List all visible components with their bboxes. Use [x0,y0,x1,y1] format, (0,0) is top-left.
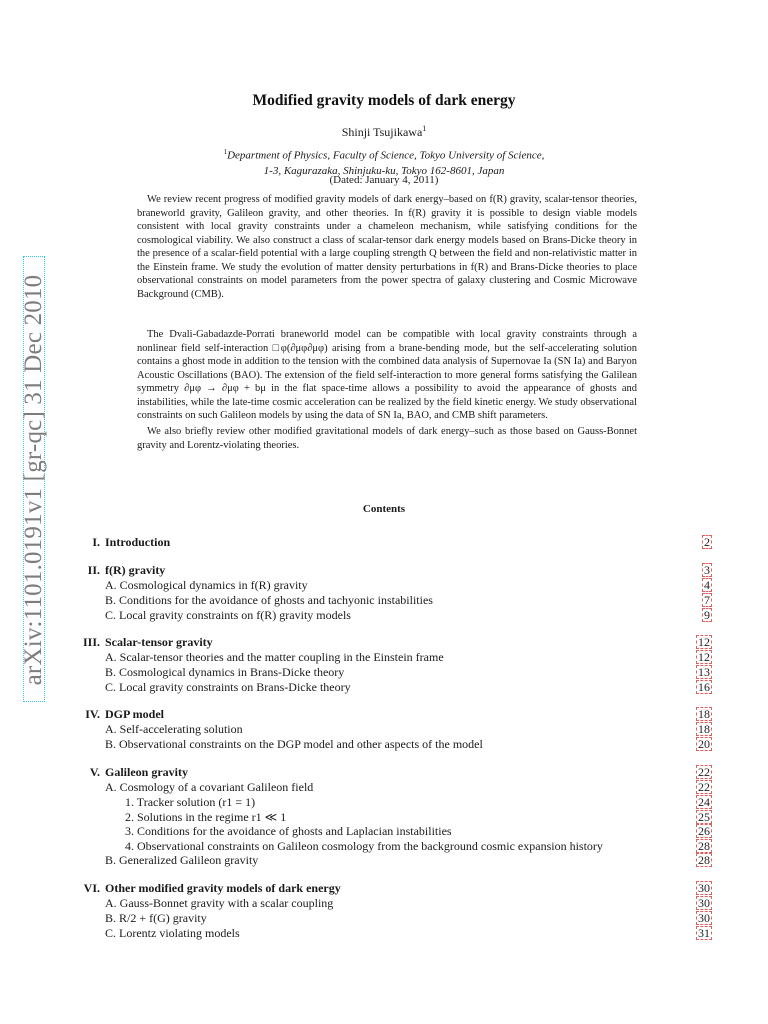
toc-subsection[interactable] [0,680,768,695]
toc-section-number: II. [87,563,100,577]
toc-page-link[interactable]: 22 [698,765,710,779]
toc-subsubsection-title: 4. Observational constraints on Galileon cosmology from the background cosmic expansion history [125,839,603,853]
toc-page-link[interactable]: 2 [704,535,710,549]
toc-subsection[interactable] [0,608,768,623]
toc-page-link[interactable]: 25 [698,810,710,824]
toc-subsubsection-title: 1. Tracker solution (r1 = 1) [125,795,256,809]
toc-section-title: DGP model [105,707,164,721]
toc-page-link[interactable]: 18 [698,707,710,721]
toc-page-link[interactable]: 18 [698,722,710,736]
toc-section-title: Other modified gravity models of dark energy [105,881,341,895]
toc-subsection-title: A. Cosmological dynamics in f(R) gravity [105,578,308,592]
toc-subsubsection[interactable] [0,839,768,854]
toc-section-introduction[interactable] [0,535,768,550]
toc-page-link[interactable]: 28 [698,853,710,867]
toc-page-link[interactable]: 4 [704,578,710,592]
toc-section-title: f(R) gravity [105,563,166,577]
toc-page-link[interactable]: 30 [698,911,710,925]
toc-page-link[interactable]: 9 [704,608,710,622]
toc-section-dgp[interactable] [0,707,768,722]
toc-subsection-title: C. Lorentz violating models [105,926,240,940]
toc-subsection[interactable] [0,911,768,926]
toc-subsection[interactable] [0,737,768,752]
toc-subsection[interactable] [0,780,768,795]
toc-section-other-models[interactable] [0,881,768,896]
toc-section-number: III. [82,635,100,649]
toc-subsection-title: A. Scalar-tensor theories and the matter coupling in the Einstein frame [105,650,444,664]
abstract-paragraph-3: We also briefly review other modified gravitational models of dark energy–such as those based on Gauss-Bonnet gravity and Lorentz-violating theories. [137,426,637,451]
toc-subsection-title: A. Cosmology of a covariant Galileon field [105,780,314,794]
toc-subsection-title: B. Observational constraints on the DGP model and other aspects of the model [105,737,483,751]
arxiv-stamp[interactable]: arXiv:1101.0191v1 [gr-qc] 31 Dec 2010 [20,274,47,686]
toc-section-number: VI. [83,881,100,895]
author-affiliation-mark: 1 [422,124,427,133]
toc-subsection-title: A. Gauss-Bonnet gravity with a scalar coupling [105,896,334,910]
toc-page-link[interactable]: 30 [698,881,710,895]
toc-subsection[interactable] [0,578,768,593]
affiliation-line-1: Department of Physics, Faculty of Science, Tokyo University of Science, [227,149,545,162]
toc-subsubsection[interactable] [0,824,768,839]
toc-subsection-title: B. Cosmological dynamics in Brans-Dicke theory [105,665,345,679]
toc-section-number: V. [89,765,100,779]
toc-subsection[interactable] [0,896,768,911]
dated-line: (Dated: January 4, 2011) [329,174,439,186]
toc-subsection-title: C. Local gravity constraints on Brans-Dicke theory [105,680,351,694]
author-line [0,124,768,140]
toc-page-link[interactable]: 28 [698,839,710,853]
toc-page-link[interactable]: 22 [698,780,710,794]
toc-section-galileon[interactable] [0,765,768,780]
toc-page-link[interactable]: 20 [698,737,710,751]
toc-subsection-title: B. R/2 + f(G) gravity [105,911,207,925]
toc-subsection[interactable] [0,665,768,680]
toc-page-link[interactable]: 26 [698,824,710,838]
toc-subsubsection[interactable] [0,810,768,825]
toc-section-scalar-tensor[interactable] [0,635,768,650]
toc-page-link[interactable]: 12 [698,635,710,649]
toc-subsection-title: C. Local gravity constraints on f(R) gravity models [105,608,351,622]
toc-subsection[interactable] [0,650,768,665]
paper-title: Modified gravity models of dark energy [252,92,516,109]
toc-page-link[interactable]: 3 [704,563,710,577]
toc-page-link[interactable]: 30 [698,896,710,910]
toc-page-link[interactable]: 16 [698,680,710,694]
toc-page-link[interactable]: 7 [704,593,710,607]
toc-subsection-title: B. Generalized Galileon gravity [105,853,259,867]
toc-section-title: Introduction [105,535,171,549]
toc-subsection-title: B. Conditions for the avoidance of ghosts and tachyonic instabilities [105,593,433,607]
toc-page-link[interactable]: 31 [698,926,710,940]
toc-section-fr-gravity[interactable] [0,563,768,578]
toc-subsubsection-title: 3. Conditions for the avoidance of ghosts and Laplacian instabilities [125,824,452,838]
abstract-paragraph-2: The Dvali-Gabadazde-Porrati braneworld model can be compatible with local gravity constraints through a nonlinear field self-interaction □φ(∂μφ∂μφ) arising from a brane-bending mode, but the self-accelerating solution contains a ghost mode in addition to the tension with the combined data analysis of Supernovae Ia (SN Ia) and Baryon Acoustic Oscillations (BAO). The extension of the field self-interaction to more general forms satisfying the Galilean symmetry ∂μφ → ∂μφ + bμ in the flat space-time allows a possibility to avoid the appearance of ghosts and instabilities, while the late-time cosmic acceleration can be realized by the field kinetic energy. We study observational constraints on such Galileon models by using the data of SN Ia, BAO, and CMB shift parameters. [137,329,637,421]
abstract-paragraph-1: We review recent progress of modified gravity models of dark energy–based on f(R) gravity, scalar-tensor theories, braneworld gravity, Galileon gravity, and other theories. In f(R) gravity it is possible to design viable models consistent with local gravity constraints under a chameleon mechanism, while satisfying conditions for the cosmological viability. We also construct a class of scalar-tensor dark energy models based on Brans-Dicke theory in the presence of a scalar-field potential with a large coupling strength Q between the field and non-relativistic matter in the Einstein frame. We study the evolution of matter density perturbations in f(R) and Brans-Dicke theories to place observational constraints on model parameters from the power spectra of galaxy clustering and Cosmic Microwave Background (CMB). [137,194,637,300]
contents-heading: Contents [362,503,406,515]
toc-section-title: Scalar-tensor gravity [105,635,213,649]
toc-page-link[interactable]: 12 [698,650,710,664]
toc-section-number: I. [92,535,100,549]
toc-subsection[interactable] [0,853,768,868]
toc-subsubsection-title: 2. Solutions in the regime r1 ≪ 1 [125,810,287,824]
toc-section-title: Galileon gravity [105,765,188,779]
toc-section-number: IV. [85,707,100,721]
toc-page-link[interactable]: 13 [698,665,710,679]
toc-subsection[interactable] [0,593,768,608]
toc-page-link[interactable]: 24 [698,795,710,809]
toc-subsection[interactable] [0,722,768,737]
toc-subsection-title: A. Self-accelerating solution [105,722,243,736]
toc-subsubsection[interactable] [0,795,768,810]
affiliation-mark: 1 [223,148,228,156]
author-name: Shinji Tsujikawa [341,125,423,139]
toc-subsection[interactable] [0,926,768,941]
affiliation-line-2: 1-3, Kagurazaka, Shinjuku-ku, Tokyo 162-8601, Japan [263,164,505,177]
